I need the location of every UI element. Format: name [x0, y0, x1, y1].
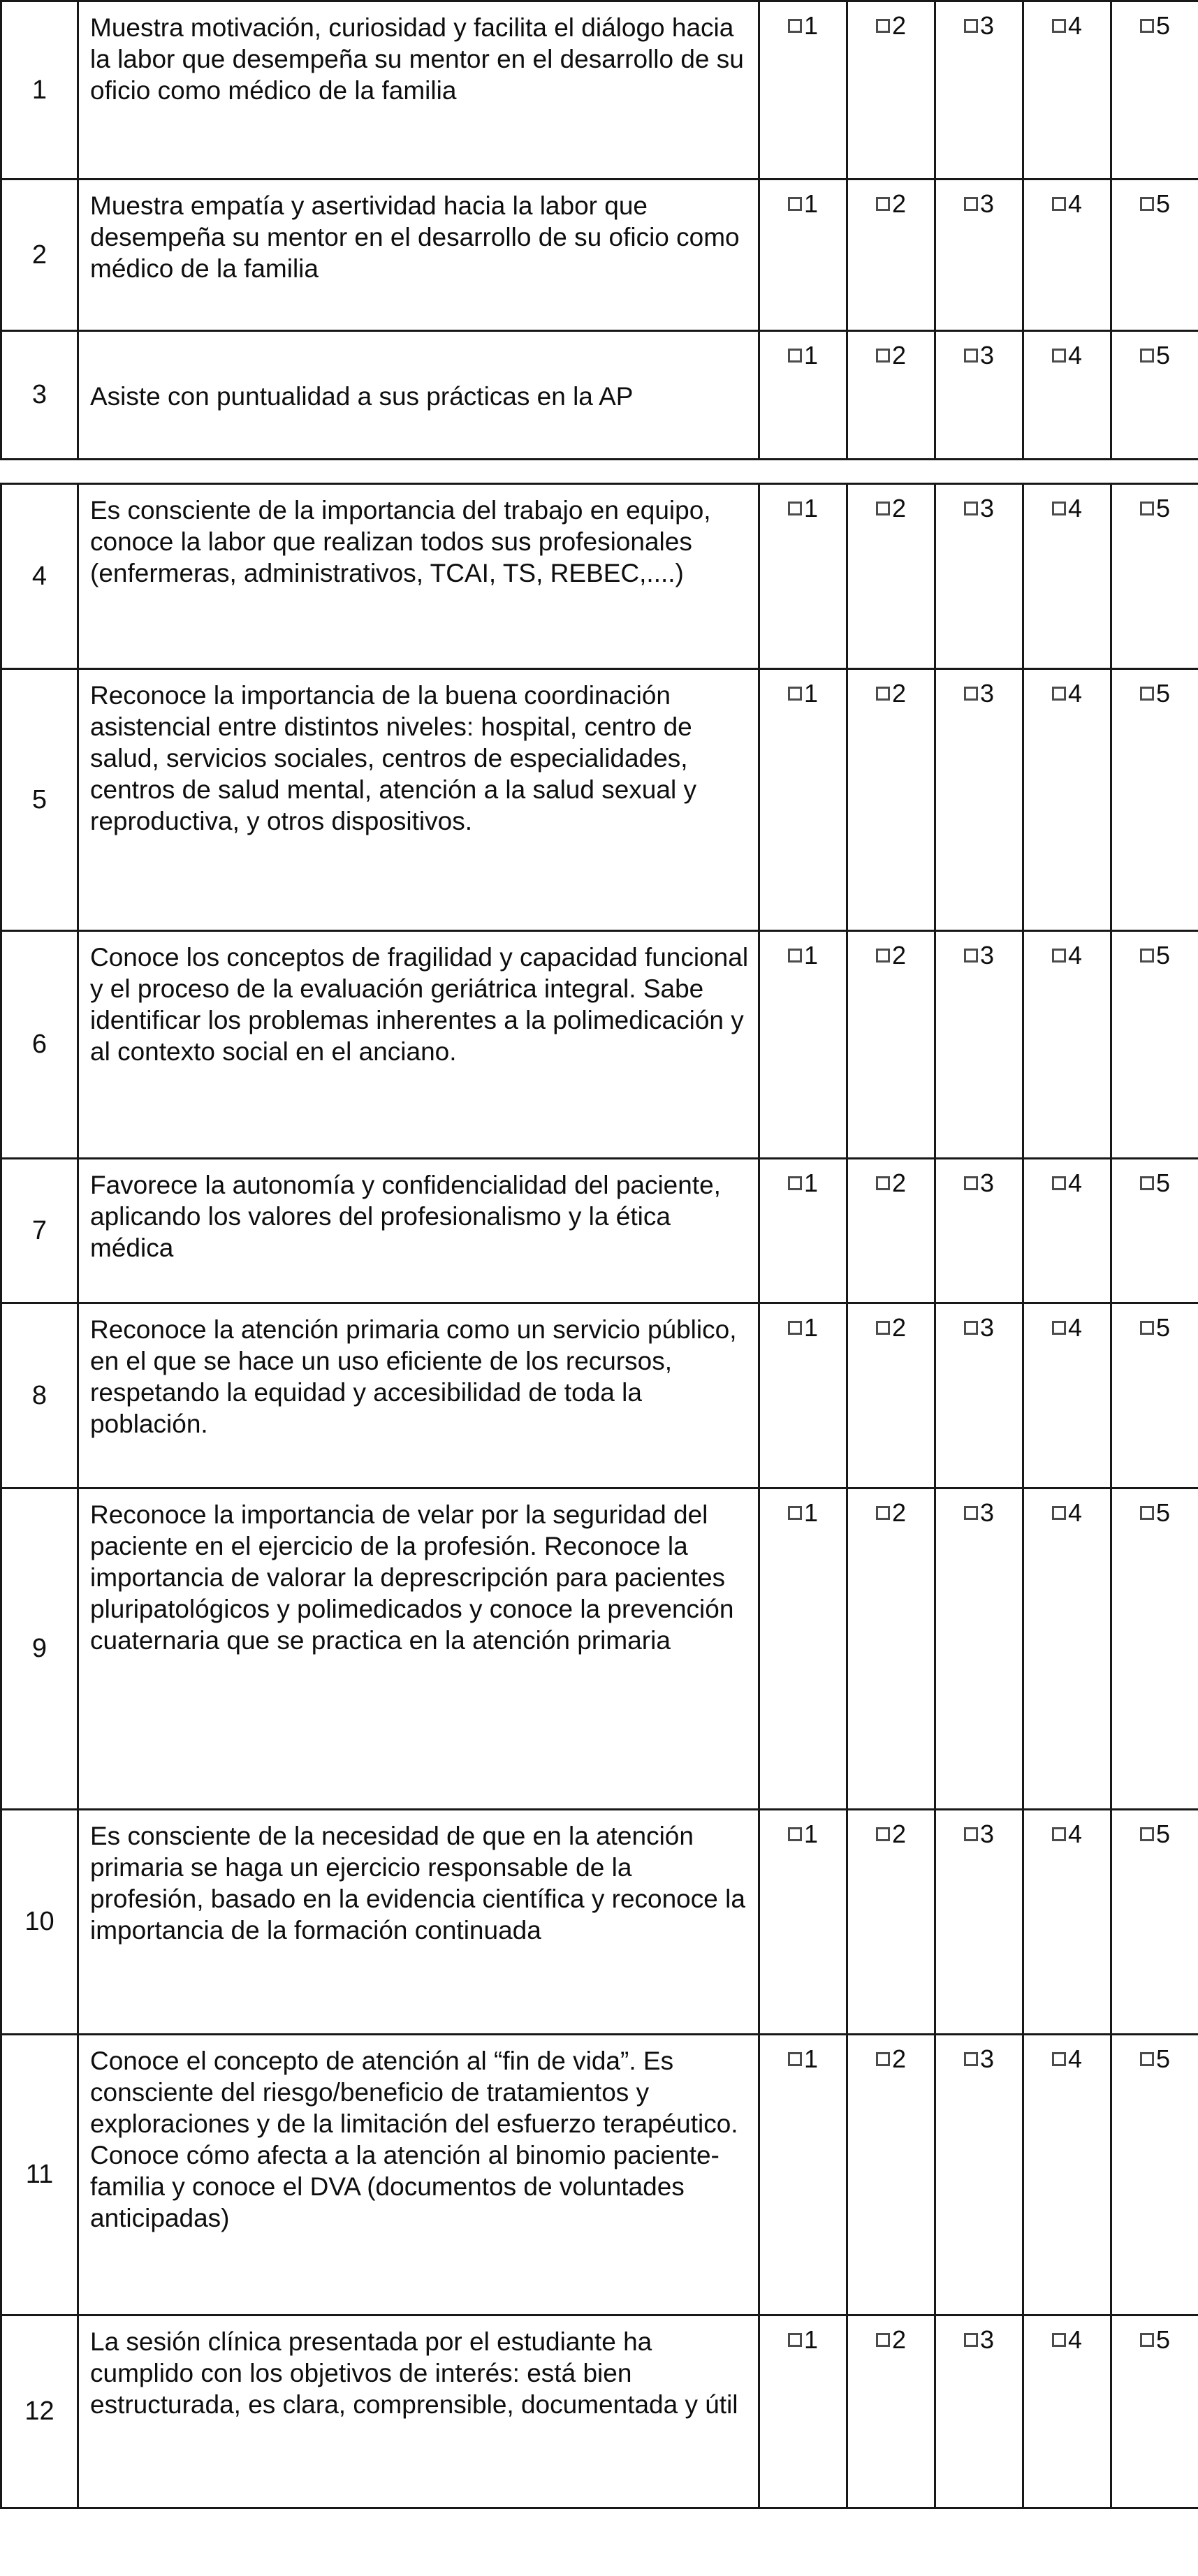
- rating-cell-4: [1023, 2315, 1111, 2508]
- checkbox-icon: [964, 1176, 978, 1190]
- checkbox-label: 4: [1067, 1498, 1083, 1527]
- rating-cell-3: [935, 484, 1023, 669]
- rating-cell-2: [847, 1, 935, 180]
- checkbox-icon: [876, 502, 890, 515]
- checkbox-label: 4: [1067, 1313, 1083, 1342]
- checkbox-icon: [1052, 1176, 1066, 1190]
- checkbox-label: 3: [979, 11, 995, 40]
- row-description: Reconoce la importancia de la buena coordinación asistencial entre distintos niveles: hospital, centro de salud, servicios sociales, centros de especialidades, centros de salud mental, atención a la salud sexual y reproductiva, y otros dispositivos.: [78, 669, 759, 931]
- checkbox-label: 1: [803, 1820, 819, 1848]
- rating-cell-4: [1023, 1810, 1111, 2035]
- row-number: 7: [1, 1159, 78, 1303]
- checkbox-label: 1: [803, 941, 819, 969]
- row-description: Favorece la autonomía y confidencialidad del paciente, aplicando los valores del profesionalismo y la ética médica: [78, 1159, 759, 1303]
- rating-checkbox-1[interactable]: [788, 1171, 818, 1196]
- checkbox-label: 4: [1067, 679, 1083, 708]
- rating-checkbox-3[interactable]: [964, 681, 994, 706]
- checkbox-icon: [788, 1506, 802, 1520]
- row-number: 2: [1, 180, 78, 331]
- checkbox-icon: [1052, 949, 1066, 963]
- rating-checkbox-5[interactable]: [1140, 1315, 1170, 1340]
- checkbox-label: 1: [803, 1498, 819, 1527]
- rating-checkbox-1[interactable]: [788, 2044, 819, 2073]
- checkbox-label: 5: [1155, 11, 1171, 40]
- row-description: Muestra motivación, curiosidad y facilita el diálogo hacia la labor que desempeña su mentor en el desarrollo de su oficio como médico de la familia: [78, 1, 759, 180]
- checkbox-label: 3: [979, 2325, 995, 2354]
- rating-cell-3: [935, 931, 1023, 1159]
- rating-cell-4: [1023, 1159, 1111, 1303]
- checkbox-label: 1: [803, 2044, 819, 2073]
- rating-cell-5: [1111, 669, 1198, 931]
- checkbox-label: 1: [803, 11, 819, 40]
- rating-cell-2: [847, 484, 935, 669]
- rating-table-section-2: [0, 483, 1198, 2509]
- rating-checkbox-2[interactable]: [876, 681, 906, 706]
- rating-checkbox-5[interactable]: [1140, 496, 1170, 521]
- rating-cell-5: [1111, 484, 1198, 669]
- page-break-gap: [0, 460, 1198, 483]
- rating-cell-2: [847, 1159, 935, 1303]
- rating-cell-1: [759, 1488, 847, 1810]
- checkbox-icon: [788, 2333, 802, 2347]
- checkbox-icon: [1140, 949, 1154, 963]
- checkbox-icon: [876, 197, 890, 211]
- rating-checkbox-5[interactable]: [1140, 13, 1170, 38]
- rating-cell-4: [1023, 331, 1111, 460]
- table-row: [1, 180, 1198, 331]
- rating-cell-3: [935, 1, 1023, 180]
- rating-cell-5: [1111, 1, 1198, 180]
- rating-cell-1: [759, 1303, 847, 1488]
- checkbox-label: 4: [1067, 1169, 1083, 1197]
- checkbox-label: 2: [891, 341, 907, 369]
- rating-checkbox-1[interactable]: [788, 343, 818, 368]
- checkbox-label: 5: [1155, 189, 1171, 218]
- rating-cell-5: [1111, 1303, 1198, 1488]
- rating-cell-2: [847, 669, 935, 931]
- rating-checkbox-1[interactable]: [788, 13, 818, 38]
- row-description: Reconoce la importancia de velar por la seguridad del paciente en el ejercicio de la profesión. Reconoce la importancia de valorar la deprescripción para pacientes pluripatológicos y polimedicados y conoce la prevención cuaternaria que se practica en la atención primaria: [78, 1488, 759, 1810]
- checkbox-icon: [1052, 2333, 1066, 2347]
- checkbox-icon: [964, 502, 978, 515]
- checkbox-label: 2: [891, 1820, 907, 1848]
- table-row: [1, 931, 1198, 1159]
- row-description: Es consciente de la importancia del trabajo en equipo, conoce la labor que realizan todos sus profesionales (enfermeras, administrativos, TCAI, TS, REBEC,....): [78, 484, 759, 669]
- checkbox-icon: [1140, 1176, 1154, 1190]
- rating-checkbox-2[interactable]: [876, 1171, 906, 1196]
- rating-checkbox-4[interactable]: [1052, 1171, 1082, 1196]
- rating-cell-3: [935, 1810, 1023, 2035]
- rating-checkbox-1[interactable]: [788, 496, 818, 521]
- checkbox-icon: [876, 1827, 890, 1841]
- checkbox-label: 2: [891, 679, 907, 708]
- rating-checkbox-5[interactable]: [1140, 681, 1170, 706]
- rating-checkbox-4[interactable]: [1052, 2327, 1082, 2352]
- table-row: [1, 1303, 1198, 1488]
- rating-checkbox-5[interactable]: [1140, 2327, 1170, 2352]
- rating-cell-5: [1111, 1488, 1198, 1810]
- rating-checkbox-4[interactable]: [1052, 13, 1082, 38]
- checkbox-label: 3: [979, 494, 995, 522]
- rating-cell-2: [847, 1488, 935, 1810]
- checkbox-icon: [1052, 1506, 1066, 1520]
- checkbox-label: 3: [979, 941, 995, 969]
- checkbox-icon: [788, 1827, 802, 1841]
- checkbox-label: 1: [803, 1169, 819, 1197]
- checkbox-label: 5: [1155, 2044, 1171, 2073]
- rating-cell-5: [1111, 1159, 1198, 1303]
- row-description: Conoce el concepto de atención al “fin de vida”. Es consciente del riesgo/beneficio de tratamientos y exploraciones y de la limitación del esfuerzo terapéutico. Conoce cómo afecta a la atención al binomio paciente-familia y conoce el DVA (documentos de voluntades anticipadas): [78, 2035, 759, 2315]
- rating-cell-1: [759, 1810, 847, 2035]
- rating-cell-1: [759, 1, 847, 180]
- checkbox-icon: [788, 197, 802, 211]
- rating-checkbox-3[interactable]: [964, 2327, 994, 2352]
- rating-checkbox-5[interactable]: [1140, 1500, 1170, 1525]
- checkbox-label: 2: [891, 2325, 907, 2354]
- checkbox-icon: [1140, 1506, 1154, 1520]
- row-description: La sesión clínica presentada por el estudiante ha cumplido con los objetivos de interés: está bien estructurada, es clara, comprensible, documentada y útil: [78, 2315, 759, 2508]
- rating-checkbox-1[interactable]: [788, 943, 818, 968]
- checkbox-icon: [788, 2052, 802, 2066]
- table-row: [1, 1488, 1198, 1810]
- checkbox-icon: [1052, 349, 1066, 363]
- rating-cell-3: [935, 1303, 1023, 1488]
- rating-cell-4: [1023, 1488, 1111, 1810]
- rating-checkbox-3[interactable]: [964, 2044, 995, 2073]
- row-number: 10: [1, 1810, 78, 2035]
- checkbox-label: 2: [891, 11, 907, 40]
- rating-checkbox-4[interactable]: [1052, 1500, 1082, 1525]
- row-description: Es consciente de la necesidad de que en la atención primaria se haga un ejercicio responsable de la profesión, basado en la evidencia científica y reconoce la importancia de la formación continuada: [78, 1810, 759, 2035]
- rating-cell-3: [935, 1488, 1023, 1810]
- rating-checkbox-4[interactable]: [1052, 1822, 1082, 1847]
- rating-cell-5: [1111, 2035, 1198, 2315]
- row-number: 11: [1, 2035, 78, 2315]
- checkbox-icon: [1140, 19, 1154, 33]
- row-number: 3: [1, 331, 78, 460]
- checkbox-icon: [964, 2052, 978, 2066]
- rating-cell-1: [759, 180, 847, 331]
- checkbox-label: 2: [891, 494, 907, 522]
- rating-checkbox-2[interactable]: [876, 1822, 906, 1847]
- checkbox-label: 2: [891, 1498, 907, 1527]
- checkbox-label: 4: [1067, 2325, 1083, 2354]
- checkbox-label: 5: [1155, 341, 1171, 369]
- checkbox-icon: [876, 349, 890, 363]
- rating-cell-3: [935, 669, 1023, 931]
- checkbox-icon: [1052, 687, 1066, 701]
- checkbox-icon: [788, 1176, 802, 1190]
- checkbox-icon: [964, 949, 978, 963]
- checkbox-label: 5: [1155, 1820, 1171, 1848]
- table-row: [1, 2315, 1198, 2508]
- rating-checkbox-4[interactable]: [1052, 191, 1082, 217]
- rating-checkbox-5[interactable]: [1140, 343, 1170, 368]
- checkbox-icon: [788, 1321, 802, 1335]
- checkbox-label: 4: [1067, 2044, 1083, 2073]
- checkbox-label: 4: [1067, 941, 1083, 969]
- rating-cell-3: [935, 331, 1023, 460]
- rating-checkbox-3[interactable]: [964, 191, 994, 217]
- row-description: Muestra empatía y asertividad hacia la labor que desempeña su mentor en el desarrollo de su oficio como médico de la familia: [78, 180, 759, 331]
- row-number: 5: [1, 669, 78, 931]
- rating-table-section-1: [0, 0, 1198, 460]
- checkbox-icon: [964, 1506, 978, 1520]
- checkbox-label: 1: [803, 494, 819, 522]
- checkbox-label: 1: [803, 679, 819, 708]
- rating-cell-3: [935, 1159, 1023, 1303]
- checkbox-label: 3: [979, 679, 995, 708]
- checkbox-icon: [876, 1321, 890, 1335]
- rating-cell-1: [759, 2035, 847, 2315]
- checkbox-icon: [1140, 502, 1154, 515]
- rating-cell-5: [1111, 180, 1198, 331]
- row-number: 9: [1, 1488, 78, 1810]
- checkbox-label: 2: [891, 189, 907, 218]
- rating-cell-2: [847, 1810, 935, 2035]
- rating-cell-2: [847, 2035, 935, 2315]
- rating-cell-2: [847, 931, 935, 1159]
- table-row: [1, 1810, 1198, 2035]
- rating-checkbox-4[interactable]: [1052, 2044, 1083, 2073]
- checkbox-label: 5: [1155, 1169, 1171, 1197]
- rating-checkbox-1[interactable]: [788, 191, 818, 217]
- row-number: 12: [1, 2315, 78, 2508]
- checkbox-label: 1: [803, 189, 819, 218]
- rating-cell-4: [1023, 931, 1111, 1159]
- rating-checkbox-4[interactable]: [1052, 943, 1082, 968]
- rating-cell-4: [1023, 2035, 1111, 2315]
- rating-checkbox-3[interactable]: [964, 496, 994, 521]
- checkbox-icon: [964, 2333, 978, 2347]
- table-row: [1, 484, 1198, 669]
- rating-checkbox-5[interactable]: [1140, 191, 1170, 217]
- rating-checkbox-3[interactable]: [964, 943, 994, 968]
- checkbox-label: 2: [891, 2044, 907, 2073]
- checkbox-icon: [1052, 1827, 1066, 1841]
- rating-checkbox-2[interactable]: [876, 1315, 906, 1340]
- checkbox-label: 1: [803, 341, 819, 369]
- rating-cell-2: [847, 331, 935, 460]
- checkbox-label: 3: [979, 341, 995, 369]
- checkbox-icon: [964, 1321, 978, 1335]
- rating-cell-2: [847, 180, 935, 331]
- rating-checkbox-3[interactable]: [964, 1822, 994, 1847]
- rating-cell-4: [1023, 180, 1111, 331]
- checkbox-icon: [1140, 1827, 1154, 1841]
- rating-checkbox-1[interactable]: [788, 1315, 818, 1340]
- checkbox-label: 4: [1067, 1820, 1083, 1848]
- checkbox-label: 5: [1155, 1313, 1171, 1342]
- rating-checkbox-2[interactable]: [876, 2044, 907, 2073]
- checkbox-icon: [1140, 197, 1154, 211]
- table-row: [1, 669, 1198, 931]
- rating-checkbox-4[interactable]: [1052, 496, 1082, 521]
- rating-checkbox-3[interactable]: [964, 343, 994, 368]
- checkbox-icon: [876, 949, 890, 963]
- checkbox-icon: [964, 197, 978, 211]
- row-description: Conoce los conceptos de fragilidad y capacidad funcional y el proceso de la evaluación geriátrica integral. Sabe identificar los problemas inherentes a la polimedicación y al contexto social en el anciano.: [78, 931, 759, 1159]
- rating-cell-1: [759, 931, 847, 1159]
- rating-cell-4: [1023, 669, 1111, 931]
- rating-checkbox-4[interactable]: [1052, 1315, 1082, 1340]
- rating-cell-1: [759, 669, 847, 931]
- rating-cell-1: [759, 484, 847, 669]
- checkbox-icon: [964, 349, 978, 363]
- rating-checkbox-3[interactable]: [964, 13, 994, 38]
- checkbox-icon: [1140, 2052, 1154, 2066]
- checkbox-icon: [788, 949, 802, 963]
- checkbox-icon: [788, 349, 802, 363]
- checkbox-label: 3: [979, 1169, 995, 1197]
- checkbox-icon: [964, 19, 978, 33]
- checkbox-label: 3: [979, 189, 995, 218]
- rating-checkbox-1[interactable]: [788, 2327, 818, 2352]
- rating-cell-5: [1111, 1810, 1198, 2035]
- checkbox-icon: [1052, 2052, 1066, 2066]
- rating-checkbox-5[interactable]: [1140, 1171, 1170, 1196]
- row-number: 1: [1, 1, 78, 180]
- table-row: [1, 2035, 1198, 2315]
- rating-checkbox-5[interactable]: [1140, 943, 1170, 968]
- rating-checkbox-2[interactable]: [876, 943, 906, 968]
- rating-checkbox-1[interactable]: [788, 1822, 818, 1847]
- rating-checkbox-1[interactable]: [788, 1500, 818, 1525]
- checkbox-label: 5: [1155, 1498, 1171, 1527]
- table-row: [1, 331, 1198, 460]
- checkbox-label: 5: [1155, 941, 1171, 969]
- rating-checkbox-5[interactable]: [1140, 2044, 1171, 2073]
- rating-checkbox-3[interactable]: [964, 1315, 994, 1340]
- rating-checkbox-2[interactable]: [876, 13, 906, 38]
- checkbox-icon: [1140, 687, 1154, 701]
- checkbox-icon: [964, 687, 978, 701]
- checkbox-icon: [1052, 1321, 1066, 1335]
- row-number: 6: [1, 931, 78, 1159]
- rating-cell-2: [847, 1303, 935, 1488]
- checkbox-icon: [1140, 349, 1154, 363]
- checkbox-label: 4: [1067, 189, 1083, 218]
- checkbox-label: 3: [979, 1820, 995, 1848]
- rating-cell-4: [1023, 1, 1111, 180]
- rating-checkbox-2[interactable]: [876, 2327, 906, 2352]
- checkbox-icon: [876, 2052, 890, 2066]
- table-row: [1, 1, 1198, 180]
- checkbox-icon: [876, 2333, 890, 2347]
- checkbox-label: 4: [1067, 11, 1083, 40]
- checkbox-label: 4: [1067, 341, 1083, 369]
- checkbox-icon: [1140, 2333, 1154, 2347]
- checkbox-icon: [876, 19, 890, 33]
- row-description: Asiste con puntualidad a sus prácticas en la AP: [78, 331, 759, 460]
- checkbox-icon: [788, 687, 802, 701]
- checkbox-label: 3: [979, 1498, 995, 1527]
- rating-checkbox-2[interactable]: [876, 343, 906, 368]
- row-number: 4: [1, 484, 78, 669]
- checkbox-label: 1: [803, 1313, 819, 1342]
- checkbox-icon: [964, 1827, 978, 1841]
- checkbox-icon: [876, 1176, 890, 1190]
- checkbox-icon: [1052, 19, 1066, 33]
- checkbox-icon: [1052, 502, 1066, 515]
- checkbox-label: 4: [1067, 494, 1083, 522]
- rating-checkbox-4[interactable]: [1052, 343, 1082, 368]
- rating-cell-1: [759, 1159, 847, 1303]
- rating-checkbox-2[interactable]: [876, 496, 906, 521]
- rating-cell-5: [1111, 931, 1198, 1159]
- rating-cell-4: [1023, 484, 1111, 669]
- rating-cell-3: [935, 180, 1023, 331]
- rating-checkbox-2[interactable]: [876, 191, 906, 217]
- rating-cell-3: [935, 2315, 1023, 2508]
- rating-cell-3: [935, 2035, 1023, 2315]
- rating-cell-4: [1023, 1303, 1111, 1488]
- checkbox-label: 2: [891, 1313, 907, 1342]
- checkbox-label: 2: [891, 1169, 907, 1197]
- checkbox-label: 3: [979, 2044, 995, 2073]
- row-description: Reconoce la atención primaria como un servicio público, en el que se hace un uso eficiente de los recursos, respetando la equidad y accesibilidad de toda la población.: [78, 1303, 759, 1488]
- checkbox-icon: [876, 687, 890, 701]
- table-row: [1, 1159, 1198, 1303]
- checkbox-label: 2: [891, 941, 907, 969]
- checkbox-label: 5: [1155, 494, 1171, 522]
- rating-checkbox-3[interactable]: [964, 1171, 994, 1196]
- checkbox-icon: [1052, 197, 1066, 211]
- checkbox-label: 5: [1155, 2325, 1171, 2354]
- rating-checkbox-4[interactable]: [1052, 681, 1082, 706]
- rating-checkbox-3[interactable]: [964, 1500, 994, 1525]
- checkbox-label: 1: [803, 2325, 819, 2354]
- rating-checkbox-5[interactable]: [1140, 1822, 1170, 1847]
- checkbox-label: 5: [1155, 679, 1171, 708]
- rating-checkbox-2[interactable]: [876, 1500, 906, 1525]
- rating-checkbox-1[interactable]: [788, 681, 818, 706]
- rating-cell-2: [847, 2315, 935, 2508]
- checkbox-icon: [876, 1506, 890, 1520]
- checkbox-icon: [788, 502, 802, 515]
- rating-cell-1: [759, 2315, 847, 2508]
- rating-cell-5: [1111, 2315, 1198, 2508]
- checkbox-icon: [1140, 1321, 1154, 1335]
- checkbox-icon: [788, 19, 802, 33]
- checkbox-label: 3: [979, 1313, 995, 1342]
- row-number: 8: [1, 1303, 78, 1488]
- rating-cell-1: [759, 331, 847, 460]
- rating-cell-5: [1111, 331, 1198, 460]
